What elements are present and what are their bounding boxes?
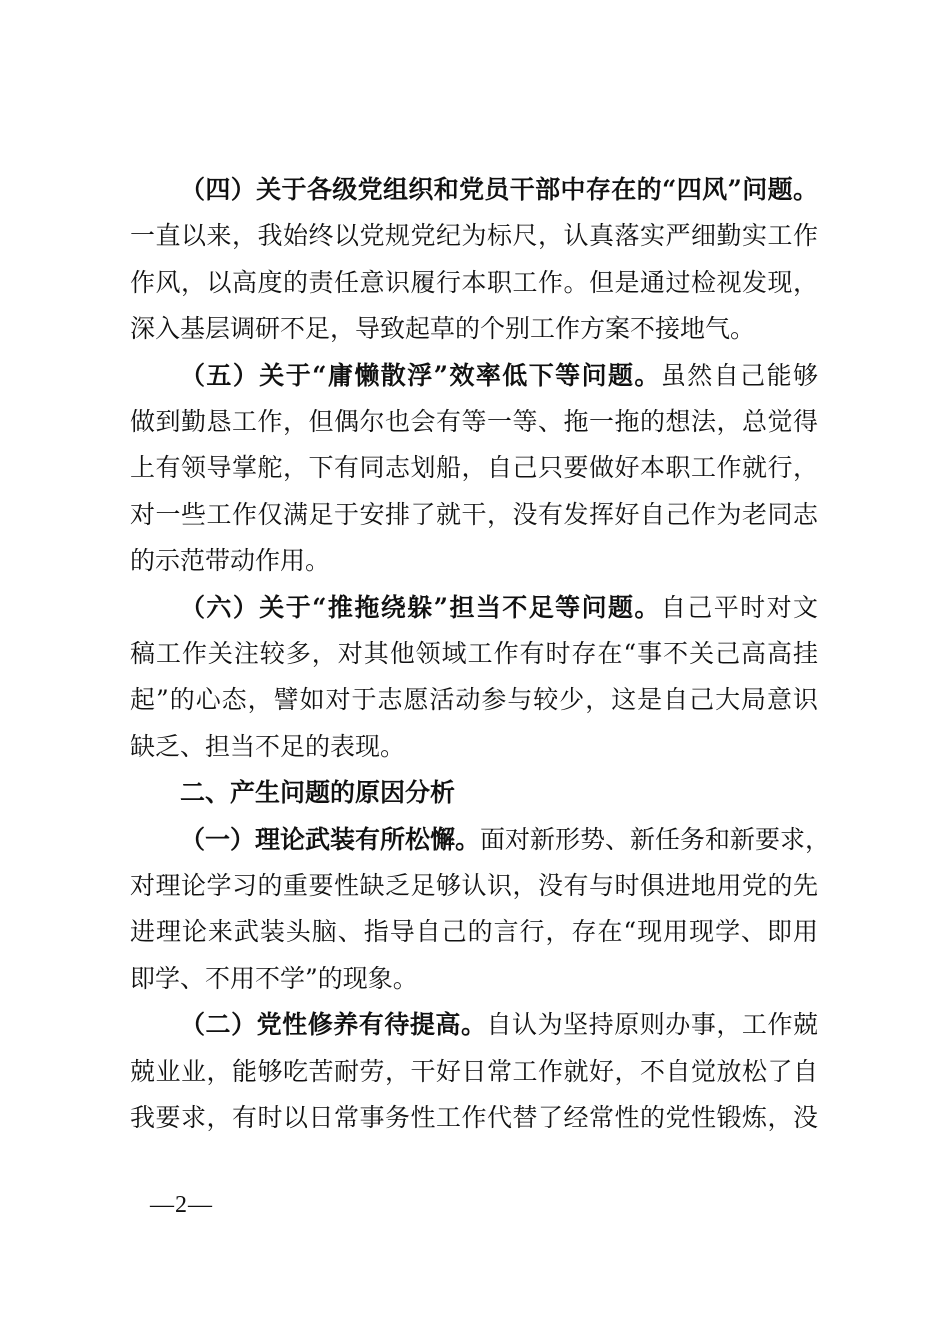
- line-text: 缺乏、担当不足的表现。: [130, 731, 406, 761]
- line-text: 深入基层调研不足，导致起草的个别工作方案不接地气。: [130, 314, 756, 344]
- paragraph-lead: （四）关于各级党组织和党员干部中存在的“四风”问题。: [180, 175, 818, 204]
- text-line: [130, 313, 818, 345]
- line-text: 即学、不用不学”的现象。: [130, 963, 418, 993]
- text-line: [130, 684, 818, 716]
- line-text: 对理论学习的重要性缺乏足够认识，没有与时俱进地用党的先: [130, 871, 818, 900]
- text-line: [130, 870, 818, 902]
- line-text: 面对新形势、新任务和新要求，: [480, 824, 831, 854]
- text-line: [130, 406, 818, 438]
- line-text: 的示范带动作用。: [130, 546, 331, 576]
- text-line: [130, 916, 818, 948]
- line-text: 一直以来，我始终以党规党纪为标尺，认真落实严细勤实工作: [130, 221, 818, 251]
- line-text: 做到勤恳工作，但偶尔也会有等一等、拖一拖的想法，总觉得: [130, 407, 818, 436]
- text-line: [130, 452, 818, 484]
- text-line: [130, 731, 818, 763]
- text-line: [130, 220, 818, 252]
- paragraph-lead: （二）党性修养有待提高。: [180, 1010, 487, 1040]
- text-line: [130, 1102, 818, 1134]
- line-text: 进理论来武装头脑、指导自己的言行，存在“现用现学、即用: [130, 917, 818, 947]
- text-line: [130, 1056, 818, 1088]
- text-line: [130, 963, 818, 995]
- text-line: [130, 267, 818, 299]
- line-text: 自认为坚持原则办事，工作兢: [486, 1010, 818, 1040]
- line-text: 我要求，有时以日常事务性工作代替了经常性的党性锻炼，没: [130, 1103, 818, 1132]
- paragraph-lead: （一）理论武装有所松懈。: [180, 824, 481, 854]
- line-text: 兢业业，能够吃苦耐劳，干好日常工作就好，不自觉放松了自: [130, 1056, 818, 1086]
- line-text: 自己平时对文: [660, 592, 818, 622]
- paragraph-lead: （五）关于“庸懒散浮”效率低下等问题。: [180, 360, 661, 390]
- text-line: [130, 499, 818, 531]
- section-heading: 二、产生问题的原因分析: [180, 778, 456, 808]
- line-text: 稿工作关注较多，对其他领域工作有时存在“事不关己高高挂: [130, 639, 818, 668]
- text-line: [180, 174, 818, 206]
- line-text: 作风，以高度的责任意识履行本职工作。但是通过检视发现，: [130, 267, 818, 297]
- text-line: [180, 1009, 818, 1041]
- text-line: [180, 592, 818, 624]
- text-line: [130, 638, 818, 670]
- text-line: [180, 824, 831, 856]
- text-line: [180, 360, 818, 392]
- line-text: 起”的心态，譬如对于志愿活动参与较少，这是自己大局意识: [130, 685, 818, 715]
- page-number: —2—: [150, 1192, 213, 1218]
- text-line: [130, 545, 818, 577]
- line-text: 对一些工作仅满足于安排了就干，没有发挥好自己作为老同志: [130, 499, 818, 529]
- line-text: 上有领导掌舵，下有同志划船，自己只要做好本职工作就行，: [130, 453, 818, 483]
- paragraph-lead: （六）关于“推拖绕躲”担当不足等问题。: [180, 592, 661, 622]
- line-text: 虽然自己能够: [660, 360, 818, 390]
